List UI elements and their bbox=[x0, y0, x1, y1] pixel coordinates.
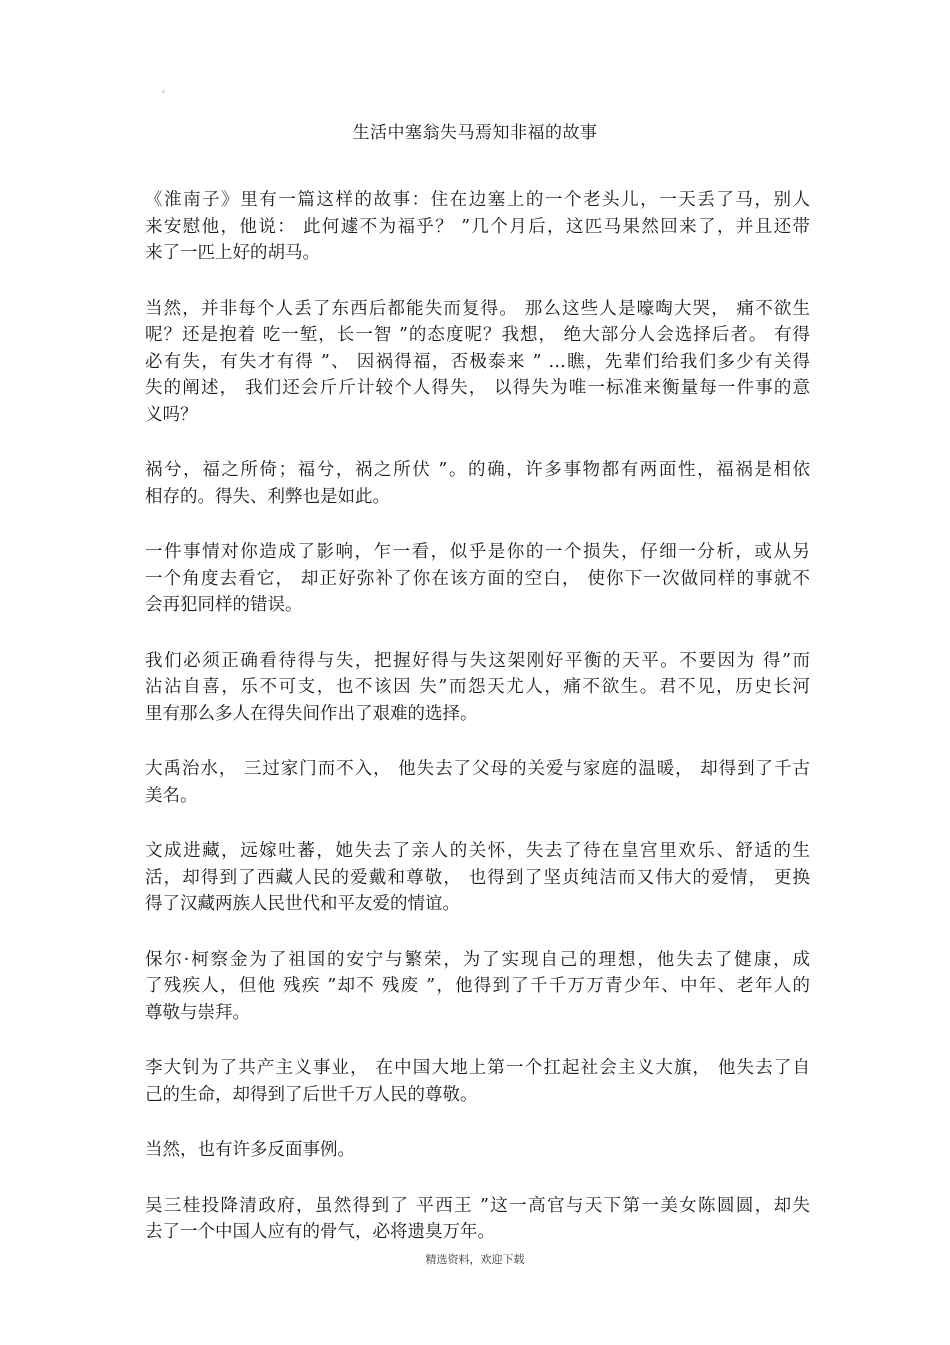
document-body bbox=[145, 187, 810, 1275]
paragraph-line: 来了一匹上好的胡马。 bbox=[145, 243, 320, 263]
paragraph-line: 美名。 bbox=[145, 785, 198, 806]
paragraph bbox=[145, 539, 810, 619]
paragraph bbox=[145, 296, 810, 429]
paragraph-line: 沾沾自喜，乐不可支，也不该因 失”而怨天尤人，痛不欲生。君不见，历史长河 bbox=[145, 677, 810, 697]
paragraph-line: 失的阐述， 我们还会斤斤计较个人得失， 以得失为唯一标准来衡量每一件事的意 bbox=[145, 378, 810, 398]
paragraph-line: 里有那么多人在得失间作出了艰难的选择。 bbox=[145, 703, 478, 724]
paragraph bbox=[145, 838, 810, 918]
paragraph bbox=[145, 1137, 810, 1164]
paragraph-line: 了残疾人，但他 残疾 ”却不 残废 ”，他得到了千千万万青少年、中年、老年人的 bbox=[145, 976, 810, 996]
paragraph-line: 得了汉藏两族人民世代和平友爱的情谊。 bbox=[145, 894, 460, 914]
paragraph-line: 一个角度去看它， 却正好弥补了你在该方面的空白， 使你下一次做同样的事就不 bbox=[145, 568, 810, 589]
paragraph-line: 《淮南子》里有一篇这样的故事：住在边塞上的一个老头儿，一天丢了马，别人 bbox=[145, 190, 810, 210]
paragraph-line: 吴三桂投降清政府，虽然得到了 平西王 ”这一高官与天下第一美女陈圆圆，却失 bbox=[145, 1195, 810, 1216]
paragraph-line: 祸兮，福之所倚；福兮，祸之所伏 ”。的确，许多事物都有两面性，福祸是相依 bbox=[145, 460, 810, 480]
paragraph-line: 来安慰他，他说： 此何遽不为福乎？ ”几个月后，这匹马果然回来了，并且还带 bbox=[145, 216, 810, 237]
paragraph bbox=[145, 756, 810, 809]
paragraph bbox=[145, 1193, 810, 1246]
paragraph-line: 己的生命，却得到了后世千万人民的尊敬。 bbox=[145, 1084, 478, 1105]
page-footer: 精选资料，欢迎下载 bbox=[425, 1253, 525, 1266]
paragraph-line: 大禹治水， 三过家门而不入， 他失去了父母的关爱与家庭的温暖， 却得到了千古 bbox=[145, 759, 810, 779]
paragraph bbox=[145, 457, 810, 510]
paragraph-line: 保尔·柯察金为了祖国的安宁与繁荣，为了实现自己的理想，他失去了健康，成 bbox=[145, 949, 810, 970]
paragraph-line: 我们必须正确看待得与失，把握好得与失这架刚好平衡的天平。不要因为 得”而 bbox=[145, 650, 810, 671]
document-title: 生活中塞翁失马焉知非福的故事 bbox=[352, 123, 598, 143]
paragraph-line: 必有失，有失才有得 ”、 因祸得福，否极泰来 ” …瞧，先辈们给我们多少有关得 bbox=[145, 351, 810, 372]
paragraph-line: 相存的。得失、利弊也是如此。 bbox=[145, 486, 390, 507]
paragraph-line: 当然，也有许多反面事例。 bbox=[145, 1140, 355, 1160]
paragraph bbox=[145, 187, 810, 267]
paragraph bbox=[145, 1055, 810, 1108]
paragraph-line: 去了一个中国人应有的骨气，必将遗臭万年。 bbox=[145, 1222, 495, 1242]
paragraph-line: 义吗？ bbox=[145, 404, 198, 425]
corner-mark: 。 bbox=[162, 85, 172, 95]
paragraph bbox=[145, 947, 810, 1027]
paragraph-line: 当然，并非每个人丢了东西后都能失而复得。 那么这些人是嚎啕大哭， 痛不欲生 bbox=[145, 298, 810, 319]
paragraph-line: 一件事情对你造成了影响，乍一看，似乎是你的一个损失，仔细一分析，或从另 bbox=[145, 542, 810, 562]
paragraph-line: 呢？还是抱着 吃一堑，长一智 ”的态度呢？我想， 绝大部分人会选择后者。 有得 bbox=[145, 325, 810, 345]
paragraph-line: 李大钊为了共产主义事业， 在中国大地上第一个扛起社会主义大旗， 他失去了自 bbox=[145, 1058, 810, 1078]
paragraph-line: 尊敬与崇拜。 bbox=[145, 1002, 250, 1023]
paragraph-line: 文成进藏，远嫁吐蕃，她失去了亲人的关怀，失去了待在皇宫里欢乐、舒适的生 bbox=[145, 841, 810, 861]
paragraph-line: 会再犯同样的错误。 bbox=[145, 595, 303, 615]
paragraph bbox=[145, 648, 810, 728]
paragraph-line: 活，却得到了西藏人民的爱戴和尊敬， 也得到了坚贞纯洁而又伟大的爱情， 更换 bbox=[145, 867, 810, 888]
